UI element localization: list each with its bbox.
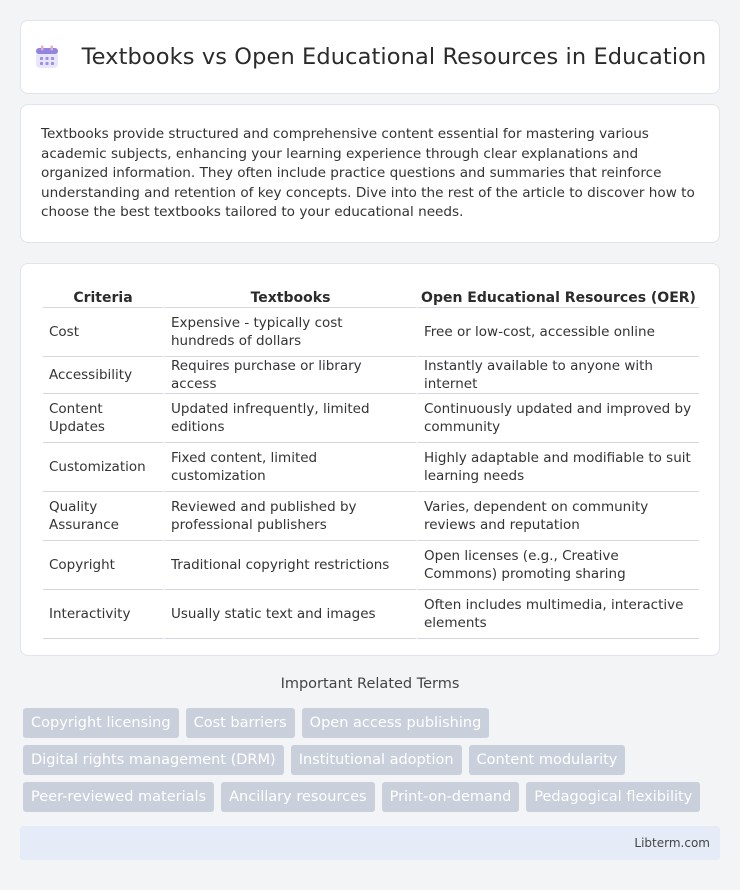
page-header xyxy=(20,20,720,94)
term-tag[interactable]: Institutional adoption xyxy=(291,745,462,775)
criteria-cell: Content Updates xyxy=(43,394,163,443)
table-row xyxy=(43,541,699,590)
term-tag[interactable]: Ancillary resources xyxy=(221,782,374,812)
column-header: Criteria xyxy=(43,286,163,308)
criteria-cell: Interactivity xyxy=(43,590,163,639)
criteria-cell: Accessibility xyxy=(43,357,163,394)
term-tag[interactable]: Open access publishing xyxy=(302,708,490,738)
comparison-table xyxy=(43,286,699,639)
comparison-card xyxy=(20,263,720,656)
term-tag[interactable]: Peer-reviewed materials xyxy=(23,782,214,812)
tag-row xyxy=(23,745,723,775)
term-tag[interactable]: Cost barriers xyxy=(186,708,295,738)
criteria-cell: Copyright xyxy=(43,541,163,590)
textbooks-cell: Traditional copyright restrictions xyxy=(163,541,416,590)
textbooks-cell: Requires purchase or library access xyxy=(163,357,416,394)
oer-cell: Open licenses (e.g., Creative Commons) promoting sharing xyxy=(416,541,699,590)
tag-row xyxy=(23,782,723,812)
table-row xyxy=(43,308,699,357)
textbooks-cell: Reviewed and published by professional publishers xyxy=(163,492,416,541)
textbooks-cell: Expensive - typically cost hundreds of dollars xyxy=(163,308,416,357)
criteria-cell: Quality Assurance xyxy=(43,492,163,541)
related-terms-title: Important Related Terms xyxy=(280,676,460,692)
oer-cell: Instantly available to anyone with internet xyxy=(416,357,699,394)
oer-cell: Varies, dependent on community reviews and reputation xyxy=(416,492,699,541)
term-tag[interactable]: Content modularity xyxy=(469,745,626,775)
calendar-icon xyxy=(34,44,60,70)
textbooks-cell: Usually static text and images xyxy=(163,590,416,639)
term-tag[interactable]: Print-on-demand xyxy=(382,782,520,812)
tag-row xyxy=(23,708,723,738)
term-tag[interactable]: Pedagogical flexibility xyxy=(526,782,700,812)
intro-card xyxy=(20,104,720,243)
criteria-cell: Cost xyxy=(43,308,163,357)
oer-cell: Highly adaptable and modifiable to suit learning needs xyxy=(416,443,699,492)
oer-cell: Often includes multimedia, interactive elements xyxy=(416,590,699,639)
table-header-row xyxy=(43,286,699,308)
textbooks-cell: Fixed content, limited customization xyxy=(163,443,416,492)
page-title: Textbooks vs Open Educational Resources in Education xyxy=(81,44,707,70)
textbooks-cell: Updated infrequently, limited editions xyxy=(163,394,416,443)
term-tag[interactable]: Digital rights management (DRM) xyxy=(23,745,284,775)
table-row xyxy=(43,492,699,541)
intro-text: Textbooks provide structured and comprehensive content essential for mastering various academic subjects, enhancing your learning experience through clear explanations and organized information. They often include practice questions and summaries that reinforce understanding and retention of key concepts. Dive into the rest of the article to discover how to choose the best textbooks tailored to your educational needs. xyxy=(41,126,695,221)
related-terms-list xyxy=(23,708,723,819)
table-row xyxy=(43,590,699,639)
oer-cell: Free or low-cost, accessible online xyxy=(416,308,699,357)
table-row xyxy=(43,443,699,492)
table-row xyxy=(43,357,699,394)
footer xyxy=(20,826,720,860)
footer-brand-link[interactable]: Libterm.com xyxy=(634,836,710,850)
table-row xyxy=(43,394,699,443)
term-tag[interactable]: Copyright licensing xyxy=(23,708,179,738)
criteria-cell: Customization xyxy=(43,443,163,492)
column-header: Open Educational Resources (OER) xyxy=(416,286,699,308)
column-header: Textbooks xyxy=(163,286,416,308)
oer-cell: Continuously updated and improved by community xyxy=(416,394,699,443)
